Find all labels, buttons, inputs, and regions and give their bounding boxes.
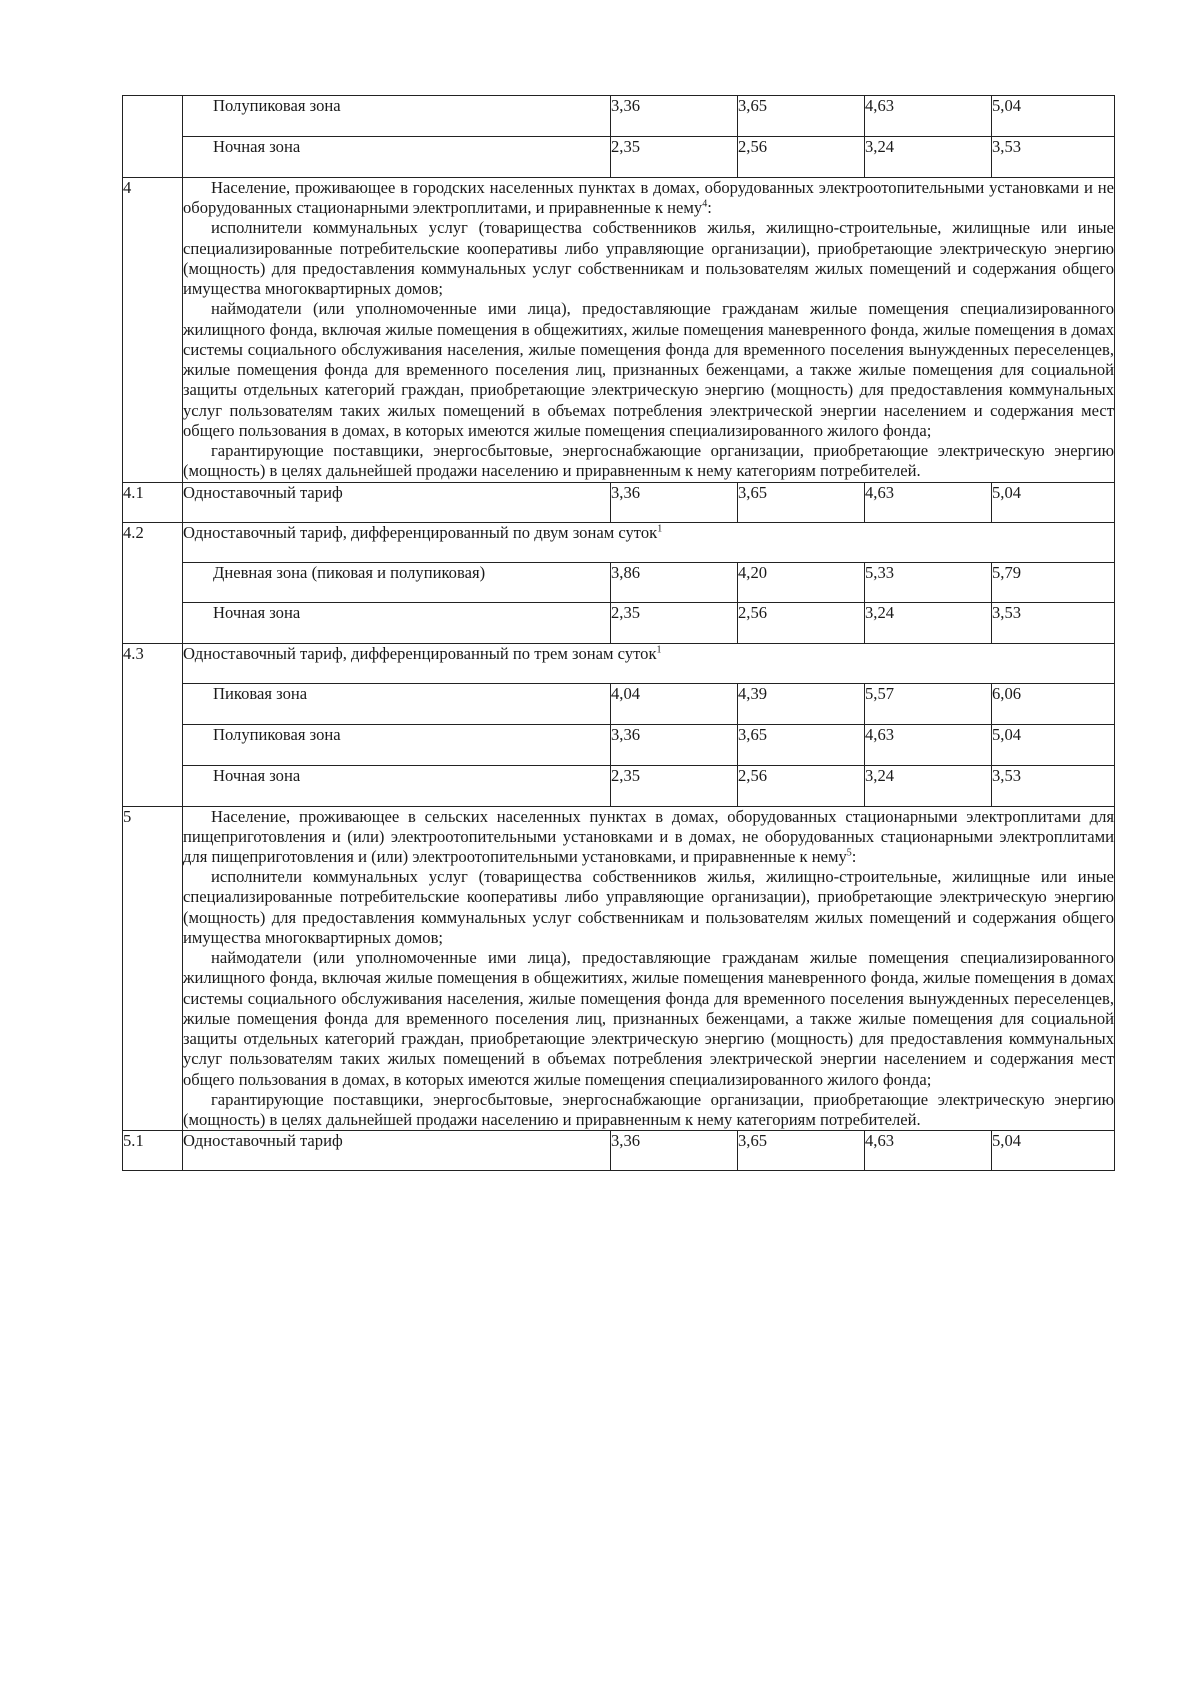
tariff-value: 3,65	[738, 482, 865, 522]
section-4-description	[183, 178, 1115, 483]
tariff-value: 5,33	[865, 562, 992, 602]
tariff-value: 2,56	[738, 602, 865, 643]
tariff-value: 3,24	[865, 765, 992, 806]
row-number: 4.1	[123, 482, 183, 522]
zone-label: Ночная зона	[183, 765, 611, 806]
row-number-cell	[123, 96, 183, 178]
paragraph: исполнители коммунальных услуг (товарищества собственников жилья, жилищно-строительные, жилищные или иные специализированные потребительские кооперативы либо управляющие организации), приобретающие электрическую энергию (мощность) для предоставления коммунальных услуг собственникам и пользователям жилых помещений и содержания общего имущества многоквартирных домов;	[183, 867, 1114, 947]
tariff-value: 5,04	[992, 1131, 1115, 1171]
tariff-label: Одноставочный тариф	[183, 1131, 611, 1171]
tariff-value: 3,65	[738, 724, 865, 765]
tariff-value: 5,57	[865, 683, 992, 724]
table-row	[123, 765, 1115, 806]
section-5-row	[123, 806, 1115, 1131]
tariff-value: 3,53	[992, 765, 1115, 806]
zone-label: Полупиковая зона	[183, 96, 611, 137]
section-4-row	[123, 178, 1115, 483]
zone-label: Ночная зона	[183, 137, 611, 178]
tariff-value: 3,53	[992, 602, 1115, 643]
tariff-value: 3,36	[611, 96, 738, 137]
tariff-table	[122, 95, 1115, 1171]
row-number: 4.2	[123, 522, 183, 643]
table-row	[123, 562, 1115, 602]
paragraph: исполнители коммунальных услуг (товарищества собственников жилья, жилищно-строительные, жилищные или иные специализированные потребительские кооперативы либо управляющие организации), приобретающие электрическую энергию (мощность) для предоставления коммунальных услуг собственникам и пользователям жилых помещений и содержания общего имущества многоквартирных домов;	[183, 218, 1114, 299]
tariff-value: 3,24	[865, 137, 992, 178]
footnote-ref: 1	[656, 643, 662, 655]
row-number: 5.1	[123, 1131, 183, 1171]
tariff-value: 2,56	[738, 137, 865, 178]
tariff-value: 3,36	[611, 482, 738, 522]
table-row	[123, 643, 1115, 683]
footnote-ref: 4	[702, 198, 708, 210]
tariff-value: 3,36	[611, 1131, 738, 1171]
footnote-ref: 5	[846, 847, 852, 859]
zone-label: Пиковая зона	[183, 683, 611, 724]
tariff-value: 3,86	[611, 562, 738, 602]
tariff-value: 4,63	[865, 1131, 992, 1171]
tariff-value: 4,04	[611, 683, 738, 724]
tariff-value: 5,79	[992, 562, 1115, 602]
tariff-value: 4,39	[738, 683, 865, 724]
tariff-label: Одноставочный тариф	[183, 482, 611, 522]
paragraph: гарантирующие поставщики, энергосбытовые, энергоснабжающие организации, приобретающие электрическую энергию (мощность) в целях дальнейшей продажи населению и приравненным к нему категориям потребителей.	[183, 1089, 1114, 1130]
tariff-value: 2,35	[611, 137, 738, 178]
table-row	[123, 1131, 1115, 1171]
tariff-value: 5,04	[992, 724, 1115, 765]
tariff-value: 4,63	[865, 724, 992, 765]
tariff-value: 3,53	[992, 137, 1115, 178]
tariff-value: 3,36	[611, 724, 738, 765]
tariff-value: 3,65	[738, 1131, 865, 1171]
section-5-description	[183, 806, 1115, 1131]
table-row	[123, 724, 1115, 765]
zone-label: Дневная зона (пиковая и полупиковая)	[183, 562, 611, 602]
tariff-value: 4,63	[865, 482, 992, 522]
table-row	[123, 96, 1115, 137]
tariff-value: 4,63	[865, 96, 992, 137]
footnote-ref: 1	[657, 522, 663, 534]
row-number: 5	[123, 806, 183, 1131]
tariff-value: 6,06	[992, 683, 1115, 724]
table-row	[123, 522, 1115, 562]
paragraph: гарантирующие поставщики, энергосбытовые, энергоснабжающие организации, приобретающие электрическую энергию (мощность) в целях дальнейшей продажи населению и приравненным к нему категориям потребителей.	[183, 441, 1114, 481]
paragraph: наймодатели (или уполномоченные ими лица), предоставляющие гражданам жилые помещения специализированного жилищного фонда, включая жилые помещения в общежитиях, жилые помещения маневренного фонда, жилые помещения в домах системы социального обслуживания населения, жилые помещения фонда для временного поселения вынужденных переселенцев, жилые помещения фонда для временного поселения лиц, признанных беженцами, а также жилые помещения для социальной защиты отдельных категорий граждан, приобретающие электрическую энергию (мощность) для предоставления коммунальных услуг пользователям таких жилых помещений в объемах потребления электрической энергии населением и содержания мест общего пользования в домах, в которых имеются жилые помещения специализированного жилого фонда;	[183, 948, 1114, 1089]
row-number: 4	[123, 178, 183, 483]
table-row	[123, 137, 1115, 178]
table-row	[123, 683, 1115, 724]
paragraph: Население, проживающее в сельских населенных пунктах в домах, оборудованных стационарными электроплитами для пищеприготовления и (или) электроотопительными установками и в домах, не оборудованных стационарными электроплитами для пищеприготовления и (или) электроотопительными установками, и приравненные к нему$^5$:	[183, 806, 1114, 866]
tariff-value: 2,56	[738, 765, 865, 806]
tariff-label: Одноставочный тариф, дифференцированный по двум зонам суток$^1$	[183, 522, 1115, 562]
table-row	[123, 482, 1115, 522]
table-row	[123, 602, 1115, 643]
tariff-value: 3,24	[865, 602, 992, 643]
tariff-value: 5,04	[992, 96, 1115, 137]
zone-label: Полупиковая зона	[183, 724, 611, 765]
zone-label: Ночная зона	[183, 602, 611, 643]
row-number: 4.3	[123, 643, 183, 806]
tariff-label: Одноставочный тариф, дифференцированный по трем зонам суток$^1$	[183, 643, 1115, 683]
tariff-value: 2,35	[611, 765, 738, 806]
paragraph: Население, проживающее в городских населенных пунктах в домах, оборудованных электроотопительными установками и не оборудованных стационарными электроплитами, и приравненные к нему$^4$:	[183, 178, 1114, 218]
tariff-value: 5,04	[992, 482, 1115, 522]
paragraph: наймодатели (или уполномоченные ими лица), предоставляющие гражданам жилые помещения специализированного жилищного фонда, включая жилые помещения в общежитиях, жилые помещения маневренного фонда, жилые помещения в домах системы социального обслуживания населения, жилые помещения фонда для временного поселения вынужденных переселенцев, жилые помещения фонда для временного поселения лиц, признанных беженцами, а также жилые помещения для социальной защиты отдельных категорий граждан, приобретающие электрическую энергию (мощность) для предоставления коммунальных услуг пользователям таких жилых помещений в объемах потребления электрической энергии населением и содержания мест общего пользования в домах, в которых имеются жилые помещения специализированного жилого фонда;	[183, 299, 1114, 440]
tariff-value: 2,35	[611, 602, 738, 643]
tariff-value: 3,65	[738, 96, 865, 137]
tariff-value: 4,20	[738, 562, 865, 602]
